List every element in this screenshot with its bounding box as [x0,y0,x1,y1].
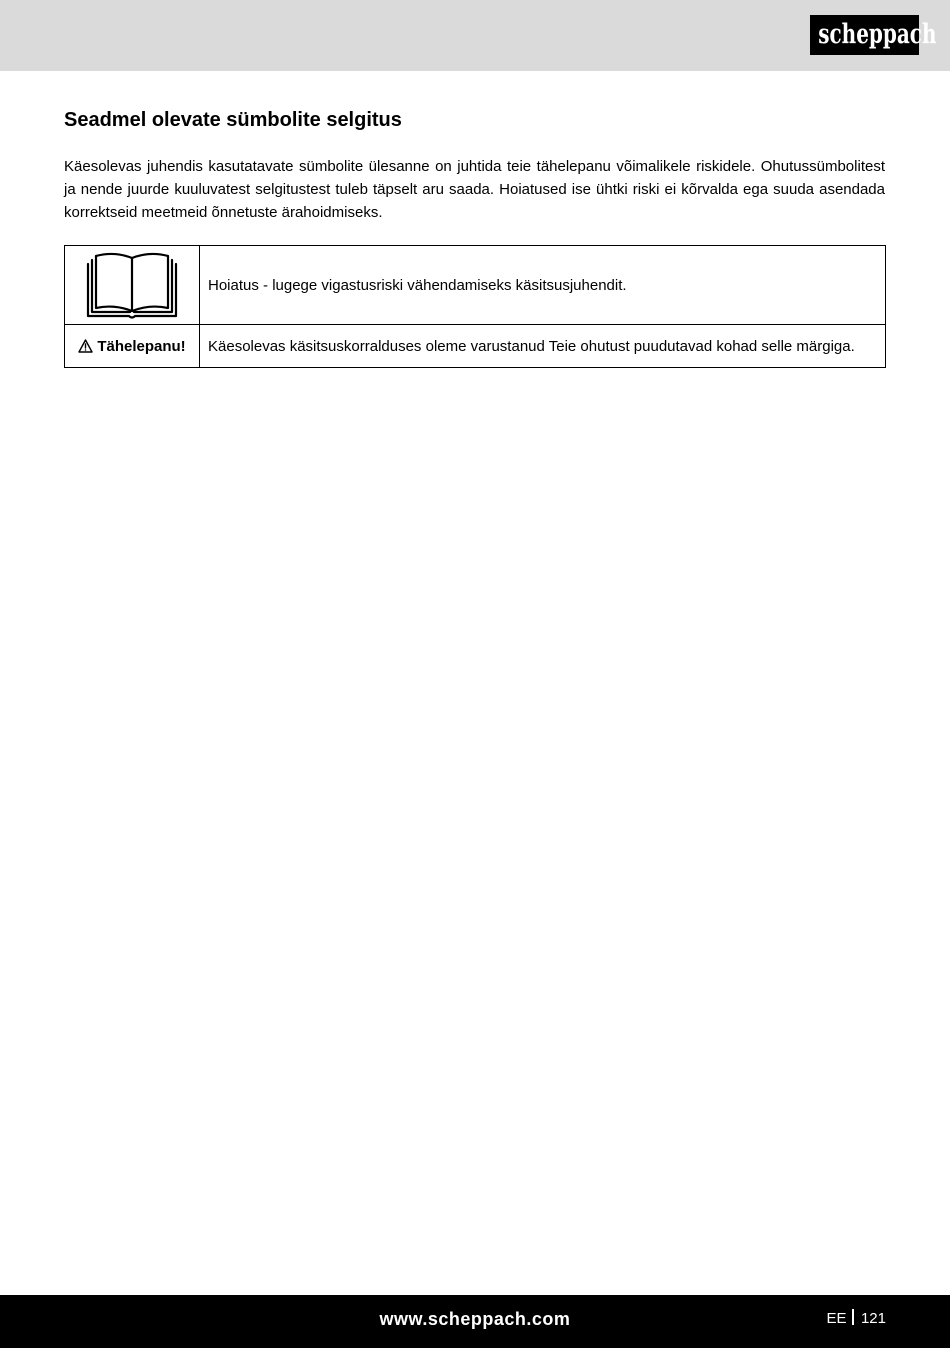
section-title: Seadmel olevate sümbolite selgitus [64,109,402,131]
scheppach-logo [810,15,937,55]
table-row [65,246,886,325]
language-code: EE [826,1310,847,1327]
open-book-icon [84,250,180,320]
attention-label [78,338,185,355]
symbol-description: Hoiatus - lugege vigastusriski vähendamiseks käsitsusjuhendit. [200,246,886,325]
attention-text: Tähelepanu! [97,337,186,355]
table-row [65,325,886,368]
page-separator [852,1309,854,1325]
symbol-description: Käesolevas käsitsuskorralduses oleme varustanud Teie ohutust puudutavad kohad selle märgiga. [200,325,886,368]
page-header [0,0,950,71]
symbol-cell [65,325,200,368]
intro-paragraph: Käesolevas juhendis kasutatavate sümbolite ülesanne on juhtida teie tähelepanu võimalikele riskidele. Ohutussümbolitest ja nende juurde kuuluvatest selgitustest tuleb täpselt aru saada. Hoiatused ise ühtki riski ei kõrvalda ega suuda asendada korrektseid meetmeid õnnetuste ärahoidmiseks. [64,158,885,221]
logo-text: scheppach [818,19,937,50]
page-footer [0,1295,950,1348]
page-number: 121 [860,1310,886,1327]
page-indicator [826,1309,886,1329]
symbol-cell [65,246,200,325]
footer-website-link[interactable]: www.scheppach.com [379,1309,571,1329]
symbols-table [64,245,886,368]
warning-triangle-icon [78,339,93,353]
